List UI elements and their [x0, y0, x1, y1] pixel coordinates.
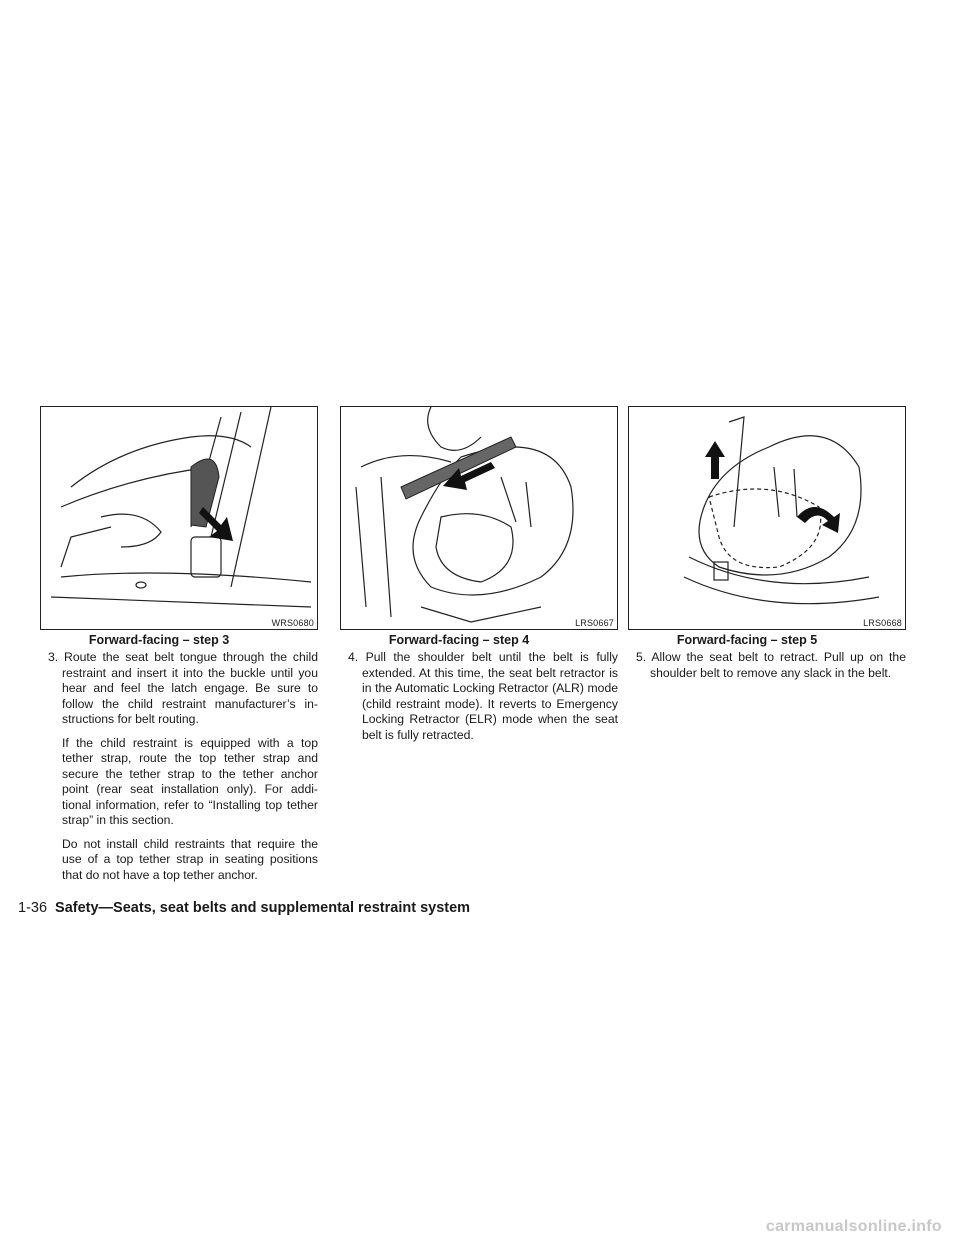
- figure-step-5: [628, 406, 906, 630]
- figure-code: LRS0668: [863, 618, 902, 628]
- belt-retract-illustration: [629, 407, 905, 629]
- section-title: Safety—Seats, seat belts and supplemental restraint system: [55, 900, 471, 916]
- step-text: 5. Allow the seat belt to retract. Pull up on the shoulder belt to remove any slack in the belt.: [636, 650, 906, 680]
- step-text: 3. Route the seat belt tongue through the child restraint and insert it into the buckle until you hear and feel the latch engage. Be sure to follow the child restraint manufacturer’s in-structions for belt routing.: [48, 650, 318, 726]
- figure-step-4: [340, 406, 618, 630]
- seat-belt-buckle-illustration: [41, 407, 317, 629]
- paragraph: Do not install child restraints that require the use of a top tether strap in seating positions that do not have a top tether anchor.: [62, 836, 318, 882]
- column-step-5: [628, 406, 906, 681]
- column-step-3: [40, 406, 318, 883]
- figure-caption: Forward-facing – step 3: [88, 633, 230, 647]
- figure-caption: Forward-facing – step 5: [676, 633, 818, 647]
- column-step-4: [340, 406, 618, 743]
- watermark: carmanualsonline.info: [765, 1218, 942, 1235]
- page-number: 1-36: [18, 900, 48, 916]
- step-text: 4. Pull the shoulder belt until the belt is fully extended. At this time, the seat belt retractor is in the Automatic Locking Retractor (ALR) mode (child restraint mode). It reverts to Emergency Locking Retractor (ELR) mode when the seat belt is fully retracted.: [348, 650, 618, 742]
- page-footer: [18, 900, 470, 916]
- paragraph: If the child restraint is equipped with a top tether strap, route the top tether strap and secure the tether strap to the tether anchor point (rear seat installation only). For addi-tional information, refer to “Installing top tether strap” in this section.: [62, 735, 318, 827]
- figure-code: WRS0680: [271, 618, 314, 628]
- figure-code: LRS0667: [575, 618, 614, 628]
- shoulder-belt-pull-illustration: [341, 407, 617, 629]
- figure-step-3: [40, 406, 318, 630]
- figure-caption: Forward-facing – step 4: [388, 633, 530, 647]
